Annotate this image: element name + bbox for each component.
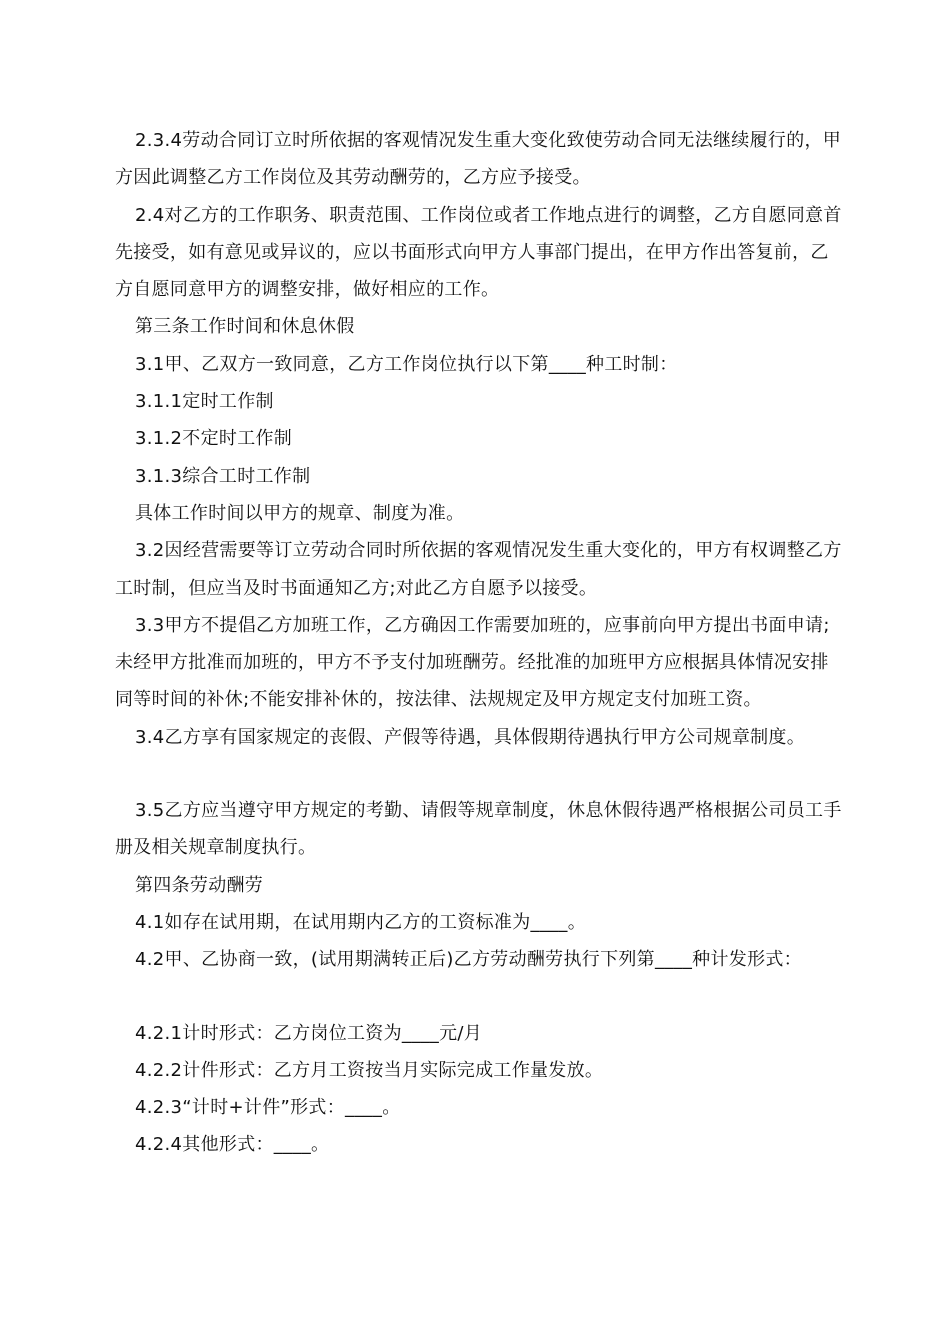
- paragraph-3-1-3: 3.1.3综合工时工作制: [135, 465, 311, 487]
- paragraph-2-4: 2.4对乙方的工作职务、职责范围、工作岗位或者工作地点进行的调整，乙方自愿同意首先接受，如有意见或异议的，应以书面形式向甲方人事部门提出，在甲方作出答复前，乙方自愿同意甲方的调整安排，做好相应的工作。: [115, 204, 842, 301]
- paragraph-4-2-4: 4.2.4其他形式：____。: [135, 1134, 330, 1156]
- paragraph-3-5: 3.5乙方应当遵守甲方规定的考勤、请假等规章制度，休息休假待遇严格根据公司员工手册及相关规章制度执行。: [115, 800, 842, 859]
- paragraph-4-2: 4.2甲、乙协商一致，(试用期满转正后)乙方劳动酬劳执行下列第____种计发形式：: [135, 949, 802, 971]
- paragraph-3-4: 3.4乙方享有国家规定的丧假、产假等待遇，具体假期待遇执行甲方公司规章制度。: [135, 726, 806, 748]
- paragraph-2-3-4: 2.3.4劳动合同订立时所依据的客观情况发生重大变化致使劳动合同无法继续履行的，甲方因此调整乙方工作岗位及其劳动酬劳的，乙方应予接受。: [115, 130, 842, 189]
- paragraph-4-1: 4.1如存在试用期，在试用期内乙方的工资标准为____。: [135, 911, 587, 933]
- paragraph-4-2-1: 4.2.1计时形式：乙方岗位工资为____元/月: [135, 1022, 483, 1044]
- paragraph-4-2-2: 4.2.2计件形式：乙方月工资按当月实际完成工作量发放。: [135, 1059, 604, 1081]
- paragraph-3-1-1: 3.1.1定时工作制: [135, 391, 274, 413]
- paragraph-3-1: 3.1甲、乙双方一致同意，乙方工作岗位执行以下第____种工时制：: [135, 353, 678, 375]
- paragraph-work-time-note: 具体工作时间以甲方的规章、制度为准。: [135, 502, 465, 524]
- paragraph-4-2-3: 4.2.3“计时+计件”形式：____。: [135, 1097, 401, 1119]
- paragraph-3-1-2: 3.1.2不定时工作制: [135, 428, 293, 450]
- document-body: [115, 122, 845, 1164]
- section-heading-article-3: 第三条工作时间和休息休假: [135, 316, 355, 338]
- section-heading-article-4: 第四条劳动酬劳: [135, 874, 264, 896]
- paragraph-3-3: 3.3甲方不提倡乙方加班工作，乙方确因工作需要加班的，应事前向甲方提出书面申请;未经甲方批准而加班的，甲方不予支付加班酬劳。经批准的加班甲方应根据具体情况安排同等时间的补休;不能安排补休的，按法律、法规规定及甲方规定支付加班工资。: [115, 614, 830, 711]
- paragraph-3-2: 3.2因经营需要等订立劳动合同时所依据的客观情况发生重大变化的，甲方有权调整乙方工时制，但应当及时书面通知乙方;对此乙方自愿予以接受。: [115, 540, 842, 599]
